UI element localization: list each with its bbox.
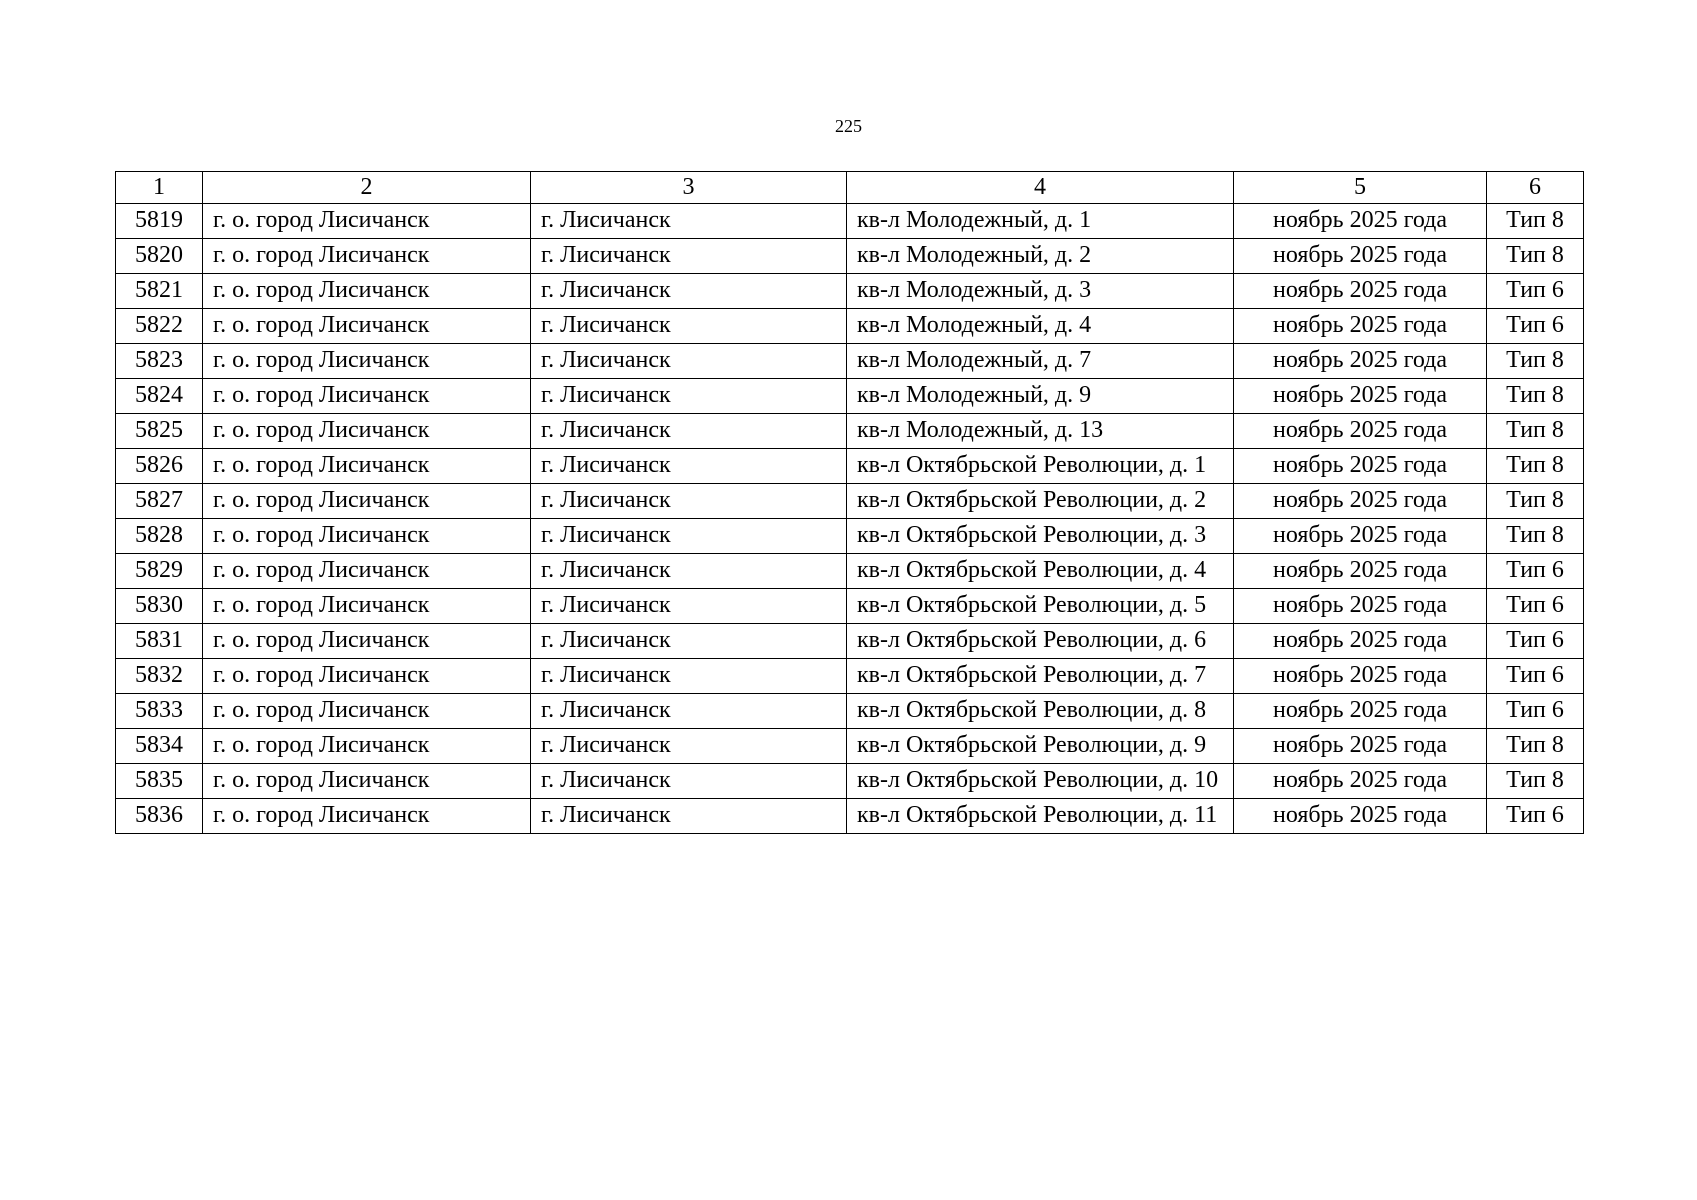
table-row [116,589,1584,624]
row-number-cell: 5831 [116,624,203,659]
address-cell: кв-л Молодежный, д. 2 [847,239,1234,274]
district-cell: г. о. город Лисичанск [203,659,531,694]
table-row [116,764,1584,799]
address-cell: кв-л Молодежный, д. 3 [847,274,1234,309]
district-cell: г. о. город Лисичанск [203,274,531,309]
district-cell: г. о. город Лисичанск [203,519,531,554]
address-cell: кв-л Октябрьской Революции, д. 2 [847,484,1234,519]
date-cell: ноябрь 2025 года [1234,344,1487,379]
row-number-cell: 5819 [116,204,203,239]
type-cell: Тип 8 [1487,414,1584,449]
date-cell: ноябрь 2025 года [1234,624,1487,659]
table-row [116,344,1584,379]
type-cell: Тип 6 [1487,309,1584,344]
type-cell: Тип 8 [1487,204,1584,239]
date-cell: ноябрь 2025 года [1234,764,1487,799]
date-cell: ноябрь 2025 года [1234,589,1487,624]
district-cell: г. о. город Лисичанск [203,449,531,484]
table-row [116,624,1584,659]
district-cell: г. о. город Лисичанск [203,589,531,624]
page-number: 225 [835,116,862,136]
address-cell: кв-л Октябрьской Революции, д. 4 [847,554,1234,589]
district-cell: г. о. город Лисичанск [203,624,531,659]
date-cell: ноябрь 2025 года [1234,379,1487,414]
city-cell: г. Лисичанск [531,554,847,589]
table-row [116,519,1584,554]
district-cell: г. о. город Лисичанск [203,484,531,519]
city-cell: г. Лисичанск [531,729,847,764]
column-header: 2 [203,172,531,204]
date-cell: ноябрь 2025 года [1234,729,1487,764]
row-number-cell: 5828 [116,519,203,554]
type-cell: Тип 6 [1487,274,1584,309]
address-cell: кв-л Молодежный, д. 4 [847,309,1234,344]
row-number-cell: 5820 [116,239,203,274]
row-number-cell: 5829 [116,554,203,589]
row-number-cell: 5821 [116,274,203,309]
city-cell: г. Лисичанск [531,309,847,344]
date-cell: ноябрь 2025 года [1234,309,1487,344]
table-row [116,659,1584,694]
address-cell: кв-л Молодежный, д. 9 [847,379,1234,414]
date-cell: ноябрь 2025 года [1234,274,1487,309]
table-row [116,414,1584,449]
district-cell: г. о. город Лисичанск [203,799,531,834]
date-cell: ноябрь 2025 года [1234,204,1487,239]
address-cell: кв-л Молодежный, д. 1 [847,204,1234,239]
type-cell: Тип 8 [1487,484,1584,519]
city-cell: г. Лисичанск [531,239,847,274]
table-row [116,309,1584,344]
address-cell: кв-л Октябрьской Революции, д. 5 [847,589,1234,624]
column-header: 4 [847,172,1234,204]
row-number-cell: 5824 [116,379,203,414]
table-row [116,274,1584,309]
type-cell: Тип 6 [1487,659,1584,694]
district-cell: г. о. город Лисичанск [203,694,531,729]
row-number-cell: 5822 [116,309,203,344]
row-number-cell: 5826 [116,449,203,484]
city-cell: г. Лисичанск [531,484,847,519]
city-cell: г. Лисичанск [531,379,847,414]
address-cell: кв-л Октябрьской Революции, д. 11 [847,799,1234,834]
address-cell: кв-л Октябрьской Революции, д. 10 [847,764,1234,799]
district-cell: г. о. город Лисичанск [203,729,531,764]
table-row [116,449,1584,484]
row-number-cell: 5833 [116,694,203,729]
column-header: 3 [531,172,847,204]
row-number-cell: 5836 [116,799,203,834]
type-cell: Тип 6 [1487,554,1584,589]
city-cell: г. Лисичанск [531,204,847,239]
row-number-cell: 5834 [116,729,203,764]
district-cell: г. о. город Лисичанск [203,204,531,239]
address-cell: кв-л Молодежный, д. 13 [847,414,1234,449]
date-cell: ноябрь 2025 года [1234,519,1487,554]
city-cell: г. Лисичанск [531,414,847,449]
row-number-cell: 5827 [116,484,203,519]
type-cell: Тип 8 [1487,239,1584,274]
address-cell: кв-л Молодежный, д. 7 [847,344,1234,379]
city-cell: г. Лисичанск [531,659,847,694]
date-cell: ноябрь 2025 года [1234,449,1487,484]
district-cell: г. о. город Лисичанск [203,309,531,344]
data-table [115,171,1584,834]
table-row [116,694,1584,729]
date-cell: ноябрь 2025 года [1234,239,1487,274]
address-cell: кв-л Октябрьской Революции, д. 1 [847,449,1234,484]
column-header: 1 [116,172,203,204]
city-cell: г. Лисичанск [531,694,847,729]
date-cell: ноябрь 2025 года [1234,414,1487,449]
type-cell: Тип 6 [1487,799,1584,834]
column-header: 6 [1487,172,1584,204]
city-cell: г. Лисичанск [531,764,847,799]
city-cell: г. Лисичанск [531,799,847,834]
table-row [116,204,1584,239]
city-cell: г. Лисичанск [531,344,847,379]
type-cell: Тип 8 [1487,519,1584,554]
date-cell: ноябрь 2025 года [1234,694,1487,729]
city-cell: г. Лисичанск [531,624,847,659]
address-cell: кв-л Октябрьской Революции, д. 7 [847,659,1234,694]
city-cell: г. Лисичанск [531,589,847,624]
type-cell: Тип 8 [1487,449,1584,484]
table-row [116,239,1584,274]
type-cell: Тип 8 [1487,729,1584,764]
type-cell: Тип 8 [1487,764,1584,799]
address-cell: кв-л Октябрьской Революции, д. 3 [847,519,1234,554]
table-header-row [116,172,1584,204]
date-cell: ноябрь 2025 года [1234,554,1487,589]
type-cell: Тип 6 [1487,624,1584,659]
type-cell: Тип 6 [1487,589,1584,624]
table-row [116,484,1584,519]
date-cell: ноябрь 2025 года [1234,659,1487,694]
column-header: 5 [1234,172,1487,204]
district-cell: г. о. город Лисичанск [203,764,531,799]
city-cell: г. Лисичанск [531,519,847,554]
table-row [116,729,1584,764]
row-number-cell: 5830 [116,589,203,624]
district-cell: г. о. город Лисичанск [203,414,531,449]
district-cell: г. о. город Лисичанск [203,239,531,274]
date-cell: ноябрь 2025 года [1234,484,1487,519]
table-row [116,379,1584,414]
row-number-cell: 5825 [116,414,203,449]
district-cell: г. о. город Лисичанск [203,344,531,379]
city-cell: г. Лисичанск [531,274,847,309]
address-cell: кв-л Октябрьской Революции, д. 6 [847,624,1234,659]
type-cell: Тип 8 [1487,379,1584,414]
row-number-cell: 5835 [116,764,203,799]
table-row [116,799,1584,834]
city-cell: г. Лисичанск [531,449,847,484]
district-cell: г. о. город Лисичанск [203,554,531,589]
type-cell: Тип 8 [1487,344,1584,379]
district-cell: г. о. город Лисичанск [203,379,531,414]
type-cell: Тип 6 [1487,694,1584,729]
row-number-cell: 5832 [116,659,203,694]
table-row [116,554,1584,589]
row-number-cell: 5823 [116,344,203,379]
date-cell: ноябрь 2025 года [1234,799,1487,834]
table-body [116,204,1584,834]
address-cell: кв-л Октябрьской Революции, д. 9 [847,729,1234,764]
address-cell: кв-л Октябрьской Революции, д. 8 [847,694,1234,729]
